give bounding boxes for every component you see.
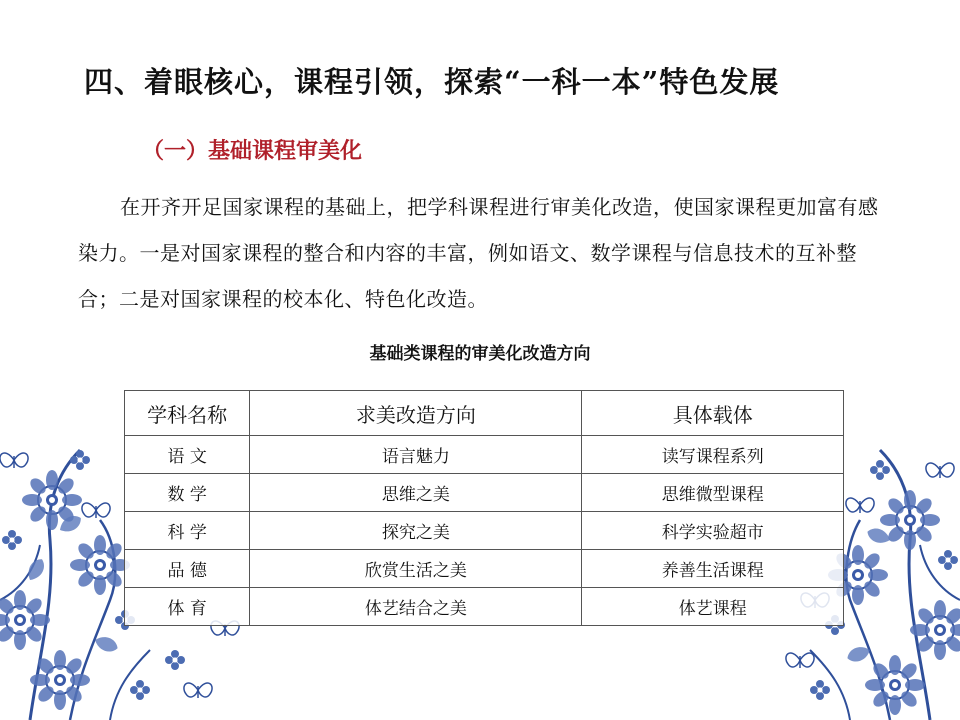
table-row <box>125 512 844 550</box>
header-carrier: 具体载体 <box>582 391 844 436</box>
cell-direction: 探究之美 <box>250 512 582 550</box>
cell-direction: 欣赏生活之美 <box>250 550 582 588</box>
cell-carrier: 读写课程系列 <box>582 436 844 474</box>
slide-title: 四、着眼核心，课程引领，探索“一科一本”特色发展 <box>84 65 780 99</box>
cell-carrier: 思维微型课程 <box>582 474 844 512</box>
table-caption: 基础类课程的审美化改造方向 <box>369 344 591 364</box>
cell-carrier: 科学实验超市 <box>582 512 844 550</box>
cell-subject: 品 德 <box>125 550 250 588</box>
section-subtitle: （一）基础课程审美化 <box>142 138 363 164</box>
cell-subject: 科 学 <box>125 512 250 550</box>
table-header-row <box>125 391 844 436</box>
cell-subject: 体 育 <box>125 588 250 626</box>
body-paragraph: 在开齐开足国家课程的基础上，把学科课程进行审美化改造，使国家课程更加富有感染力。一是对国家课程的整合和内容的丰富，例如语文、数学课程与信息技术的互补整合；二是对国家课程的校本化、特色化改造。 <box>78 195 879 311</box>
cell-subject: 数 学 <box>125 474 250 512</box>
table-row <box>125 436 844 474</box>
cell-direction: 体艺结合之美 <box>250 588 582 626</box>
cell-carrier: 体艺课程 <box>582 588 844 626</box>
header-subject: 学科名称 <box>125 391 250 436</box>
cell-direction: 语言魅力 <box>250 436 582 474</box>
table-row <box>125 550 844 588</box>
cell-direction: 思维之美 <box>250 474 582 512</box>
cell-subject: 语 文 <box>125 436 250 474</box>
cell-carrier: 养善生活课程 <box>582 550 844 588</box>
header-direction: 求美改造方向 <box>250 391 582 436</box>
table-row <box>125 474 844 512</box>
course-table <box>124 390 844 626</box>
table-row <box>125 588 844 626</box>
